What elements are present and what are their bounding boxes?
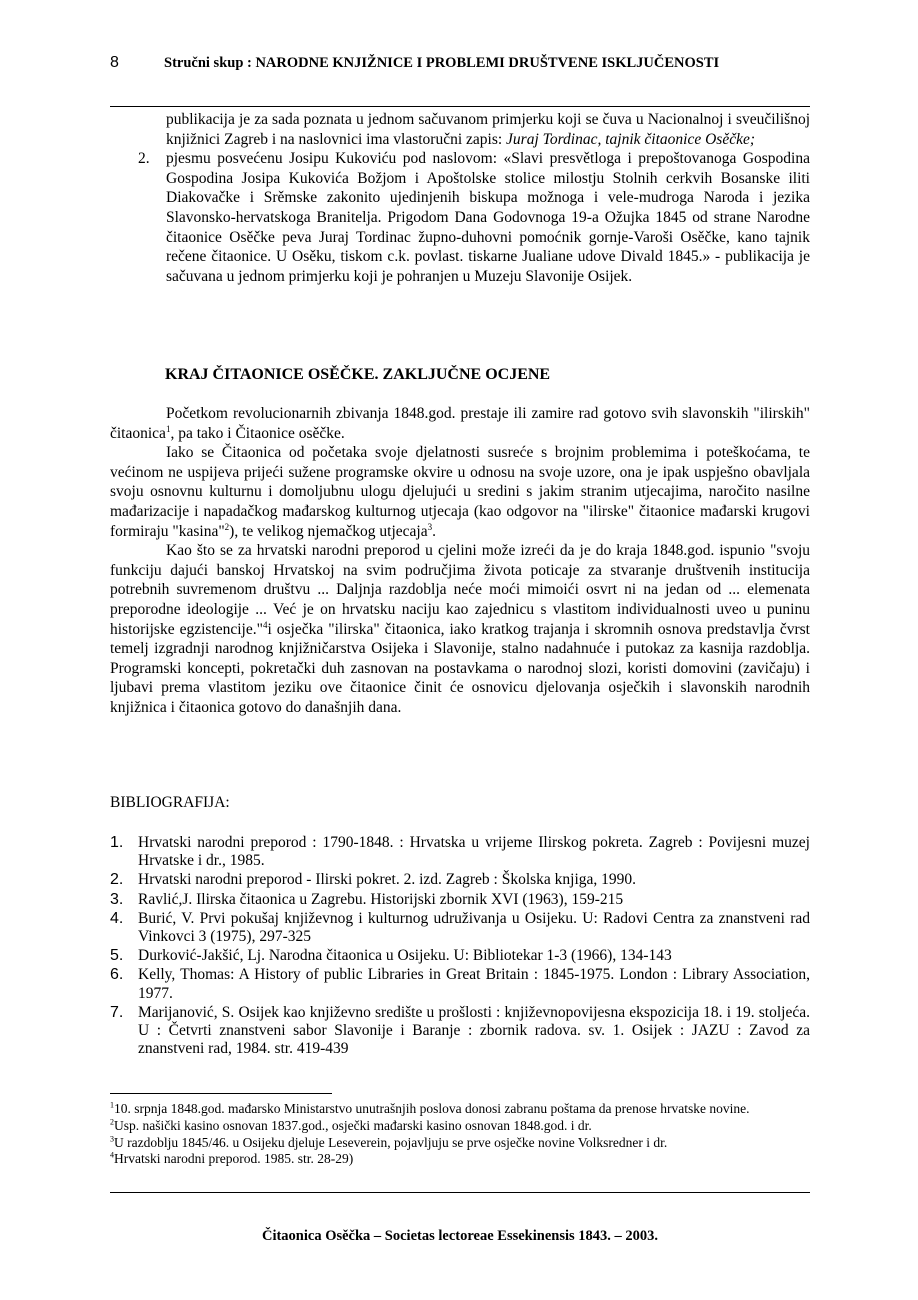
footnote-1: $^1$10. srpnja 1848.god. mađarsko Ministarstvo unutrašnjih poslova donosi zabranu poštama da prenose hrvatske novine. (110, 1100, 750, 1116)
list-item-text: pjesmu posvećenu Josipu Kukoviću pod naslovom: «Slavi presvětloga i prepoštovanoga Gospodina Gospodina Josipa Kukovića Božjom i Apoštolske stolice milostju Stolnih cerkvih Bosanske iliti Diakovačke i Srěmske zakonito ujedinjenih biskupa možnoga i vele-mudroga Naroda i jezika Slavonsko-hervatskoga Branitelja. Prigodom Dana Godovnoga 19-a Ožujka 1845 od strane Narodne čitaonice Osěčke peva Juraj Tordinac župno-duhovni pomoćnik gornje-Varoši Osěčke, kano tajnik rečene čitaonice. U Osěku, tiskom c.k. povlast. tiskarne Jualiane udove Divald 1845.» - publikacija je sačuvana u jednom primjerku koji je pohranjen u Muzeju Slavonije Osijek. (166, 150, 810, 285)
footnote-3: $^3$U razdoblju 1845/46. u Osijeku djeluje Leseverein, pojavljuju se prve osječke novine Volksredner i dr. (110, 1134, 668, 1150)
footnote-4: $^4$Hrvatski narodni preporod. 1985. str. 28-29) (110, 1150, 354, 1167)
paragraph-2: Iako se Čitaonica od početaka svoje djelatnosti susreće s brojnim problemima i poteškoćama, te većinom ne uspijeva prijeći sužene programske okvire u odnosu na svoje uzore, ona je ipak uspješno obavljala svoju osnovnu kulturnu i domoljubnu ulogu djelujući u sredini s jakim stranim utjecajima, naročito nasilne mađarizacije i napadačkog mađarskog kulturnog utjecaja (kao odgovor na "ilirske" čitaonice mađarski krugovi formiraju "kasina"$^2$), te velikog njemačkog utjecaja$^3$. (110, 444, 810, 540)
footnote-ref-4[interactable]: 4 (262, 619, 268, 630)
bibliography-list (110, 834, 810, 1059)
running-header (110, 54, 810, 78)
handwritten-note-text: Juraj Tordinac, tajnik čitaonice Osěčke; (506, 130, 755, 148)
footnote-ref-2[interactable]: 2 (224, 521, 230, 532)
paragraph-1: Početkom revolucionarnih zbivanja 1848.god. prestaje ili zamire rad gotovo svih slavonskih "ilirskih" čitaonica$^1$, pa tako i Čitaonice osěčke. (110, 405, 810, 442)
header-rule (110, 106, 810, 107)
paragraph-3: Kao što se za hrvatski narodni preporod u cjelini može izreći da je do kraja 1848.god. ispunio "svoju funkciju dajući banskoj Hrvatskoj na svim područjima života poticaje za stvaranje društvenih institucija potrebnih suvremenom društvu ... Daljnja razdoblja neće moći mimoići osvrt ni na jedan od ... elemenata preporodne ideologije ... Već je on hrvatsku naciju kao zajednicu s vlastitom individualnosti uveo u puninu historijske egzistencije."$^4$i osječka "ilirska" čitaonica, iako kratkog trajanja i skromnih osnova predstavlja čvrst temelj izgradnji narodnog knjižničarstva Osijeka i Slavonije, stalno nadahnuće i putokaz za kasnija razdoblja. Programski koncepti, pokretački duh zasnovan na postavkama o narodnoj slozi, koristi domovini (zavičaju) i ljubavi prema vlastitom jeziku ove čitaonice činit će osnovicu djelovanja osječkih i slavonskih narodnih knjižnica i čitaonica gotovo do današnjih dana. (110, 542, 810, 716)
header-title: Stručni skup : NARODNE KNJIŽNICE I PROBLEMI DRUŠTVENE ISKLJUČENOSTI (164, 55, 720, 71)
bibliography-item: 6. Kelly, Thomas: A History of public Libraries in Great Britain : 1845-1975. London : Library Association, 1977. (110, 966, 810, 1002)
bibliography-item: 4. Burić, V. Prvi pokušaj književnog i kulturnog udruživanja u Osijeku. U: Radovi Centra za znanstveni rad Vinkovci 3 (1975), 297-325 (110, 909, 810, 946)
footer-rule (110, 1192, 810, 1193)
bibliography-item: 7. Marijanović, S. Osijek kao književno središte u prošlosti : književnopovijesna ekspozicija 18. i 19. stoljeća. U : Četvrti znanstveni sabor Slavonije i Baranje : zbornik radova. sv. 1. Osijek : JAZU : Zavod za znanstveni rad, 1984. str. 419-439 (110, 1003, 810, 1058)
bibliography-item: 2. Hrvatski narodni preporod - Ilirski pokret. 2. izd. Zagreb : Školska knjiga, 1990. (110, 871, 637, 889)
footnote-ref-1[interactable]: 1 (165, 423, 171, 434)
list-item-number: 2. (138, 150, 150, 168)
footnotes (110, 1101, 810, 1168)
bibliography-item: 1. Hrvatski narodni preporod : 1790-1848. : Hrvatska u vrijeme Ilirskog pokreta. Zagreb : Povijesni muzej Hrvatske i dr., 1985. (110, 834, 810, 870)
page-number: 8 (110, 54, 119, 71)
list-item-2 (110, 149, 810, 286)
bibliography-item: 3. Ravlić,J. Ilirska čitaonica u Zagrebu. Historijski zbornik XVI (1963), 159-215 (110, 890, 624, 908)
footnote-separator (110, 1093, 332, 1094)
section-body (110, 404, 810, 718)
bibliography-label: BIBLIOGRAFIJA: (110, 794, 230, 811)
footnote-ref-3[interactable]: 3 (427, 521, 433, 532)
section-heading: KRAJ ČITAONICE OSĚČKE. ZAKLJUČNE OCJENE (165, 366, 551, 383)
footnote-2: $^2$Usp. našički kasino osnovan 1837.god., osječki mađarski kasino osnovan 1848.god. i dr. (110, 1117, 592, 1133)
numbered-list-top (110, 110, 810, 286)
page-footer: Čitaonica Osěčka – Societas lectoreae Essekinensis 1843. – 2003. (261, 1228, 659, 1244)
list-item-1-continuation: publikacija je za sada poznata u jednom sačuvanom primjerku koji se čuva u Nacionalnoj i sveučilišnoj knjižnici Zagreb i na naslovnici ima vlastoručni zapis: Juraj Tordinac, tajnik čitaonice Osěčke; (166, 111, 810, 148)
bibliography-item: 5. Durković-Jakšić, Lj. Narodna čitaonica u Osijeku. U: Bibliotekar 1-3 (1966), 134-143 (110, 947, 672, 965)
